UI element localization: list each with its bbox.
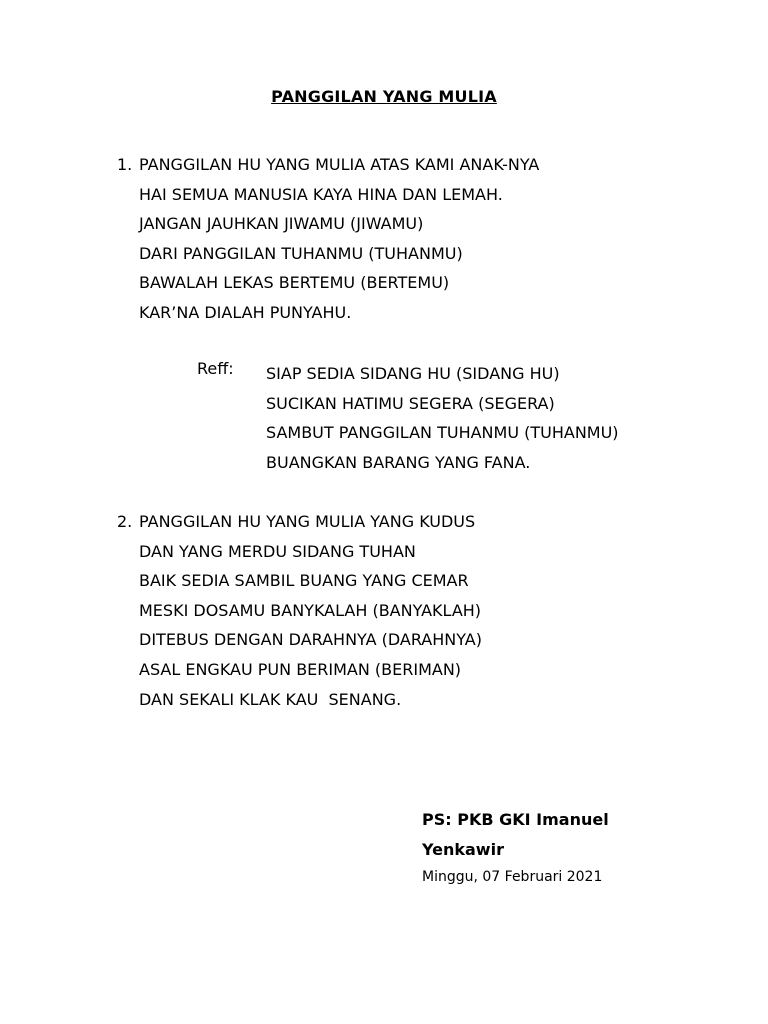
verse-text: KAR’NA DIALAH PUNYAHU. [139,302,352,322]
verse-text: DAN YANG MERDU SIDANG TUHAN [139,541,416,561]
verse-text: MESKI DOSAMU BANYKALAH (BANYAKLAH) [139,600,482,620]
verse-line [117,566,482,596]
verse-line [117,150,539,180]
verse-line [117,209,539,239]
verse-number: 2. [117,512,133,531]
verse-line [117,655,482,685]
verse-text: DARI PANGGILAN TUHANMU (TUHANMU) [139,243,463,263]
verse-text: HAI SEMUA MANUSIA KAYA HINA DAN LEMAH. [139,184,503,204]
verse-text: BAWALAH LEKAS BERTEMU (BERTEMU) [139,273,450,293]
reff-label: Reff: [197,359,234,378]
reff-line: SUCIKAN HATIMU SEGERA (SEGERA) [266,393,555,413]
verse-text: BAIK SEDIA SAMBIL BUANG YANG CEMAR [139,571,469,591]
signature-line-1: PS: PKB GKI Imanuel [422,810,609,829]
verse-line [117,180,539,210]
verse-line [117,537,482,567]
verse-line [117,268,539,298]
reff-line: SIAP SEDIA SIDANG HU (SIDANG HU) [266,364,560,383]
verse-text: JANGAN JAUHKAN JIWAMU (JIWAMU) [139,214,424,234]
verse-2 [117,507,482,714]
verse-line [117,507,482,537]
signature-line-2: Yenkawir [422,840,504,859]
verse-text: PANGGILAN HU YANG MULIA ATAS KAMI ANAK-NYA [139,155,540,174]
signature-block [422,805,609,865]
reff-block [266,359,619,477]
verse-line [117,685,482,715]
verse-1 [117,150,539,328]
verse-line [117,298,539,328]
verse-number: 1. [117,155,133,174]
reff-line: SAMBUT PANGGILAN TUHANMU (TUHANMU) [266,423,619,443]
verse-line [117,596,482,626]
verse-text: ASAL ENGKAU PUN BERIMAN (BERIMAN) [139,659,462,679]
reff-line: BUANGKAN BARANG YANG FANA. [266,452,531,472]
verse-line [117,625,482,655]
verse-text: DAN SEKALI KLAK KAU SENANG. [139,689,402,709]
signature-date: Minggu, 07 Februari 2021 [422,869,603,885]
verse-text: DITEBUS DENGAN DARAHNYA (DARAHNYA) [139,630,482,650]
page-title: PANGGILAN YANG MULIA [271,87,497,106]
verse-line [117,239,539,269]
verse-text: PANGGILAN HU YANG MULIA YANG KUDUS [139,512,476,531]
